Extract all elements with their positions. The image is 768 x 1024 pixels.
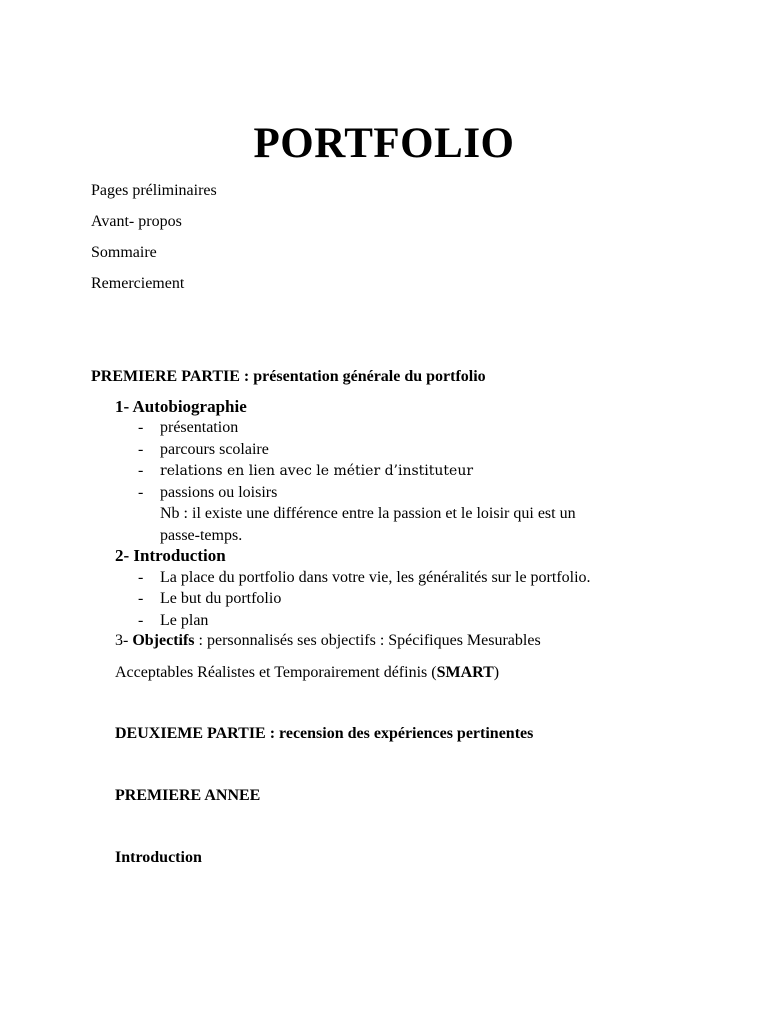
note-line-1: Nb : il existe une différence entre la passion et le loisir qui est un bbox=[160, 505, 576, 522]
dash: - bbox=[138, 419, 144, 436]
list-item bbox=[138, 613, 208, 629]
section3-line-2 bbox=[115, 665, 499, 681]
part1-heading: PREMIERE PARTIE : présentation générale du portfolio bbox=[91, 368, 486, 385]
item-text: Le plan bbox=[160, 612, 209, 629]
section2-heading bbox=[115, 547, 226, 564]
smart-acronym: SMART bbox=[436, 664, 494, 681]
section2-number: 2- bbox=[115, 546, 130, 565]
dash: - bbox=[138, 590, 144, 607]
section3-number: 3- bbox=[115, 632, 129, 649]
item-text: passions ou loisirs bbox=[160, 484, 278, 501]
item-text: relations en lien avec le métier d’instituteur bbox=[160, 463, 474, 479]
list-item bbox=[138, 463, 473, 479]
prelim-thanks: Remerciement bbox=[91, 275, 185, 292]
list-item bbox=[138, 570, 591, 586]
section1-heading bbox=[115, 398, 247, 415]
section2-title: Introduction bbox=[133, 546, 226, 565]
item-text: Le but du portfolio bbox=[160, 590, 282, 607]
section1-number: 1- bbox=[115, 397, 130, 416]
section3-line bbox=[115, 633, 541, 649]
dash: - bbox=[138, 484, 144, 501]
dash: - bbox=[138, 441, 144, 458]
item-text: La place du portfolio dans votre vie, les généralités sur le portfolio. bbox=[160, 569, 591, 586]
section1-title: Autobiographie bbox=[132, 397, 247, 416]
prelim-foreword: Avant- propos bbox=[91, 213, 182, 230]
page-title: PORTFOLIO bbox=[253, 120, 515, 167]
prelim-pages: Pages préliminaires bbox=[91, 182, 217, 199]
part2-heading: DEUXIEME PARTIE : recension des expériences pertinentes bbox=[115, 725, 534, 742]
first-year-heading: PREMIERE ANNEE bbox=[115, 787, 261, 804]
list-item bbox=[138, 420, 238, 436]
introduction-heading: Introduction bbox=[115, 849, 202, 866]
smart-prefix: Acceptables Réalistes et Temporairement définis ( bbox=[115, 664, 437, 681]
smart-suffix: ) bbox=[493, 664, 500, 681]
item-text: parcours scolaire bbox=[160, 441, 269, 458]
section3-title: Objectifs bbox=[132, 632, 195, 649]
prelim-summary: Sommaire bbox=[91, 244, 157, 261]
note-line-2: passe-temps. bbox=[160, 527, 243, 544]
list-item bbox=[138, 442, 269, 458]
list-item bbox=[138, 485, 277, 501]
item-text: présentation bbox=[160, 419, 239, 436]
dash: - bbox=[138, 569, 144, 586]
list-item bbox=[138, 591, 281, 607]
section3-text: : personnalisés ses objectifs : Spécifiques Mesurables bbox=[194, 632, 541, 649]
dash: - bbox=[138, 612, 144, 629]
dash: - bbox=[138, 462, 144, 479]
